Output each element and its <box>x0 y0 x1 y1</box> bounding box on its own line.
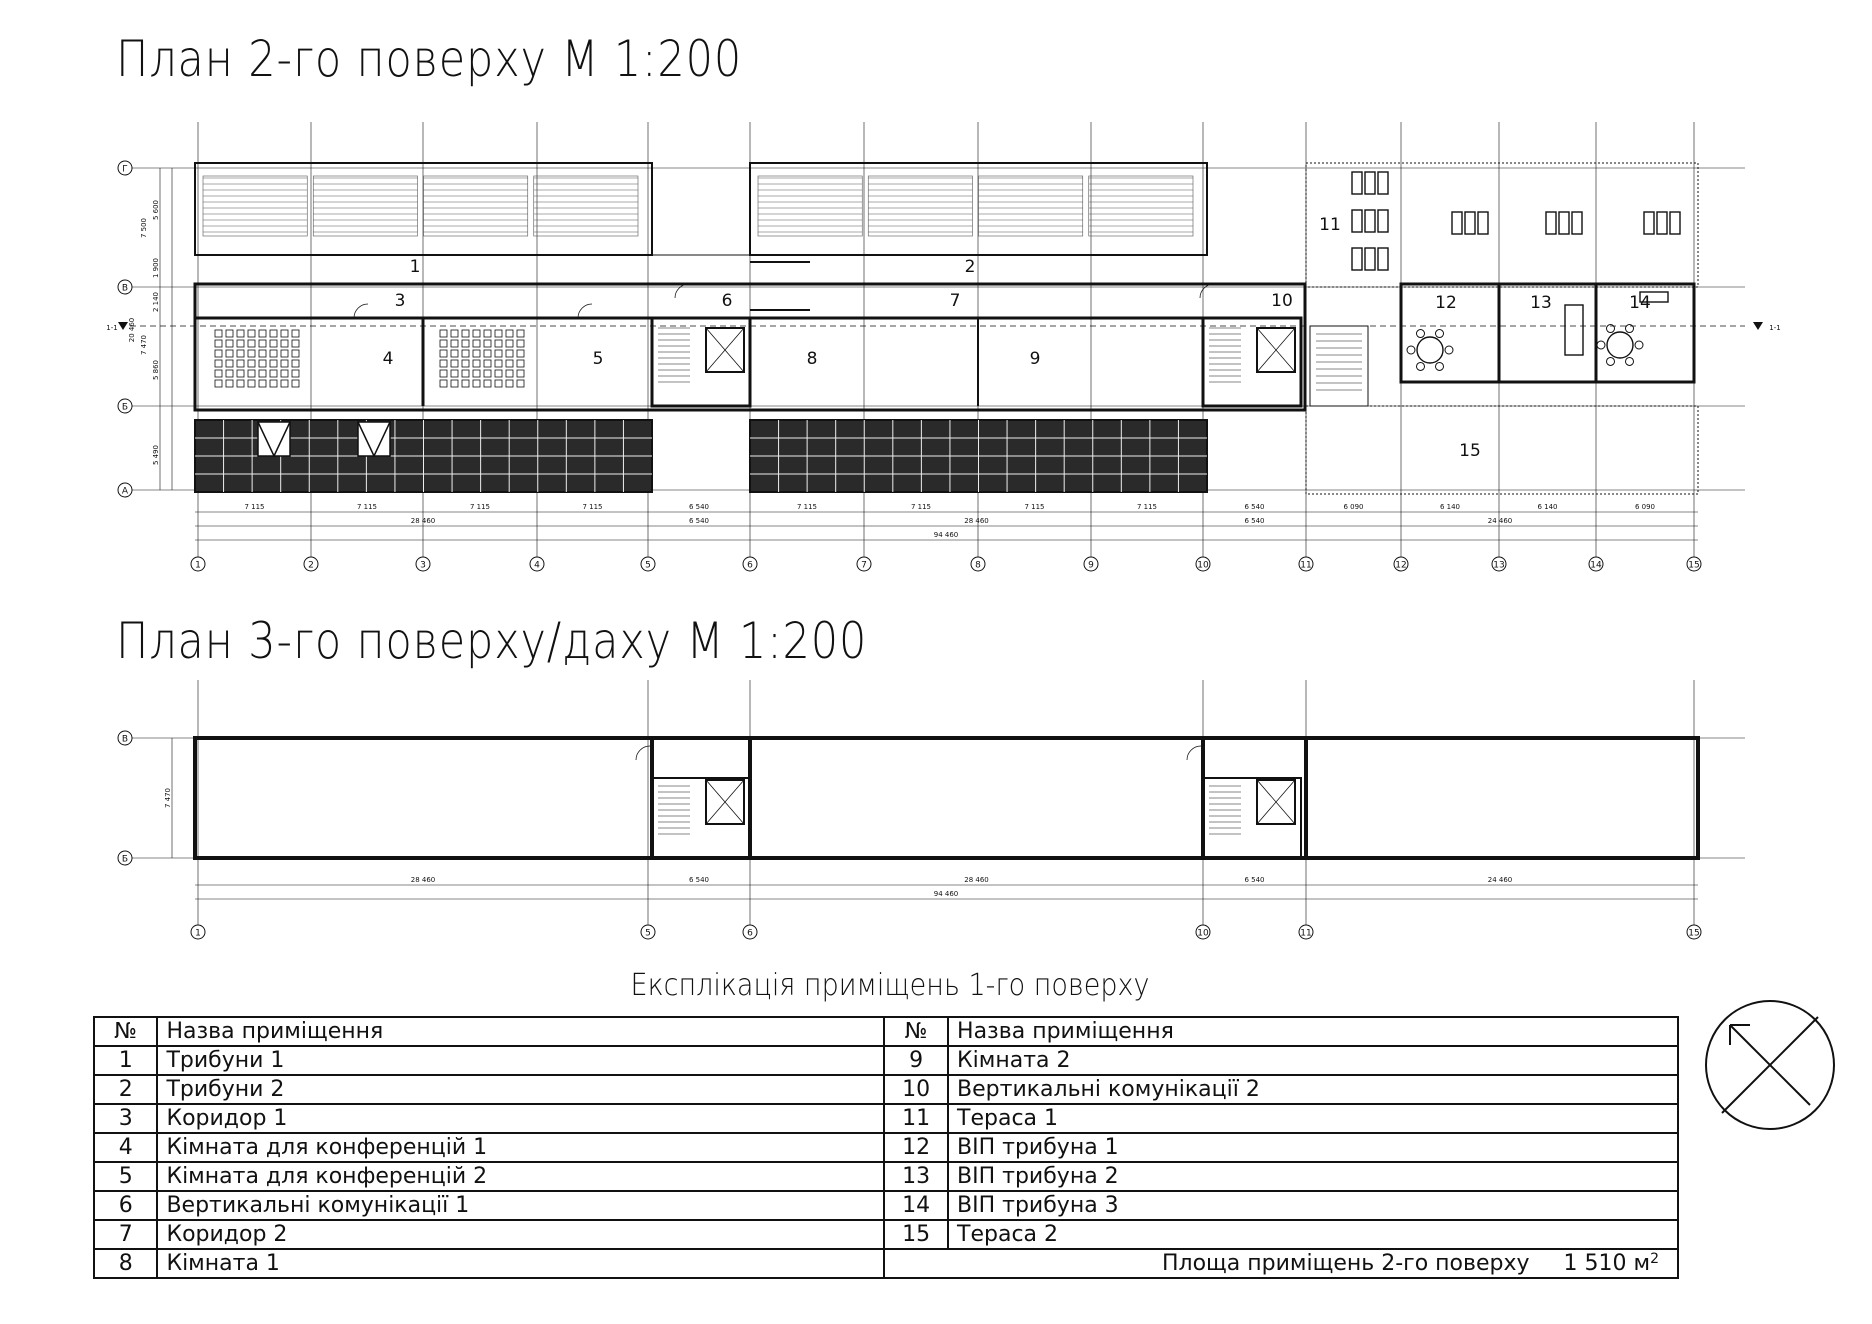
terrace-furniture <box>1352 210 1388 232</box>
terrace-furniture-piece <box>1670 212 1680 234</box>
conference-seating-4-seat <box>215 380 222 387</box>
conference-seating-5-seat <box>473 360 480 367</box>
room-number-12: 12 <box>1435 293 1457 313</box>
area-unit-exponent: 2 <box>1650 1251 1659 1267</box>
conference-seating-4-seat <box>259 370 266 377</box>
terrace-furniture-piece <box>1644 212 1654 234</box>
core-6-stairs <box>658 328 690 382</box>
terrace-furniture <box>1352 172 1388 194</box>
door-arc <box>578 304 592 318</box>
dim-text: 28 460 <box>964 876 989 884</box>
terrace-furniture <box>1644 212 1680 234</box>
dim-text: 24 460 <box>1487 517 1513 525</box>
conference-seating-4-seat <box>215 350 222 357</box>
terrace-furniture <box>1452 212 1488 234</box>
conference-seating-5-seat <box>473 340 480 347</box>
section-arrow-left-icon <box>118 322 128 330</box>
axis-bubble-3-5-label: 5 <box>645 928 651 939</box>
terrace-furniture-piece <box>1365 210 1375 232</box>
room-name: ВІП трибуна 2 <box>948 1162 1678 1191</box>
room-name: Кімната для конференцій 1 <box>157 1133 884 1162</box>
conference-seating-4-seat <box>259 380 266 387</box>
table-row <box>94 1133 1678 1162</box>
dim-text: 6 540 <box>1244 876 1265 884</box>
core-10-stairs <box>1209 328 1241 382</box>
conference-seating-4-seat <box>226 370 233 377</box>
room-number-1: 1 <box>409 257 421 277</box>
conference-seating-5-seat <box>451 350 458 357</box>
conference-seating-5-seat <box>517 380 524 387</box>
conference-seating-5-seat <box>440 340 447 347</box>
dim-text: 7 115 <box>356 503 378 511</box>
table-row <box>94 1075 1678 1104</box>
room-number: 12 <box>884 1133 948 1162</box>
stands-2-block-frame <box>868 176 972 236</box>
conference-seating-4-seat <box>270 340 277 347</box>
stands-1-block-frame <box>313 176 417 236</box>
room-name: Кімната для конференцій 2 <box>157 1162 884 1191</box>
conference-seating-4-seat <box>226 360 233 367</box>
dim-text: 24 460 <box>1487 876 1513 884</box>
vip-table-chair <box>1626 357 1634 365</box>
terrace-furniture <box>1546 212 1582 234</box>
header-no: № <box>94 1017 157 1046</box>
conference-seating-5 <box>440 330 524 387</box>
dim-text: 7 500 <box>140 217 148 239</box>
conference-seating-5-seat <box>517 350 524 357</box>
room-number: 5 <box>94 1162 157 1191</box>
conference-seating-5-seat <box>506 330 513 337</box>
area-summary <box>884 1249 1678 1278</box>
dim-text: 6 140 <box>1537 503 1558 511</box>
dim-text: 5 600 <box>152 199 160 221</box>
axis-bubble-В-label: В <box>121 283 129 294</box>
area-label: Площа приміщень 2-го поверху <box>1161 1251 1530 1276</box>
conference-seating-4-seat <box>226 340 233 347</box>
conference-seating-4-seat <box>292 330 299 337</box>
conference-seating-4-seat <box>237 380 244 387</box>
axis-bubble-3-label: 3 <box>420 560 426 571</box>
terrace-furniture-piece <box>1352 172 1362 194</box>
dim-text: 6 540 <box>688 503 710 511</box>
vip-table <box>1417 337 1443 363</box>
table-row <box>94 1249 1678 1278</box>
room-number-9: 9 <box>1029 349 1041 369</box>
dim-text: 7 115 <box>582 503 603 511</box>
conference-seating-5-seat <box>451 330 458 337</box>
vip-table-chair <box>1445 346 1453 354</box>
axis-bubble-3-В-label: В <box>121 734 129 745</box>
room-number: 2 <box>94 1075 157 1104</box>
room-number: 1 <box>94 1046 157 1075</box>
terrace-furniture-piece <box>1352 248 1362 270</box>
conference-seating-5-seat <box>440 370 447 377</box>
vip-table-chair <box>1436 362 1444 370</box>
dim-text: 5 490 <box>152 444 160 466</box>
section-arrow-right-icon <box>1753 322 1763 330</box>
door-arc <box>1187 746 1201 760</box>
conference-seating-5-seat <box>517 330 524 337</box>
conference-seating-5-seat <box>506 380 513 387</box>
dim-text: 28 460 <box>410 876 436 884</box>
conference-seating-5-seat <box>473 330 480 337</box>
room-number: 6 <box>94 1191 157 1220</box>
table-row <box>94 1046 1678 1075</box>
dim-text: 28 460 <box>410 517 436 525</box>
dim-text: 7 115 <box>1136 503 1158 511</box>
conference-seating-4-seat <box>237 330 244 337</box>
room-number: 4 <box>94 1133 157 1162</box>
axis-bubble-6-label: 6 <box>747 560 753 571</box>
axis-bubble-3-1-label: 1 <box>195 928 201 939</box>
conference-seating-5-seat <box>462 360 469 367</box>
axis-bubble-7-label: 7 <box>861 560 867 571</box>
axis-bubble-3-10-label: 10 <box>1197 928 1209 939</box>
room-number-11: 11 <box>1319 215 1341 235</box>
vip-table <box>1607 332 1633 358</box>
vip-table-chair <box>1417 362 1425 370</box>
axis-bubble-2-label: 2 <box>308 560 314 571</box>
terrace-furniture-piece <box>1378 210 1388 232</box>
stair-block-11 <box>1310 326 1368 406</box>
conference-seating-4-seat <box>281 350 288 357</box>
conference-seating-4-seat <box>270 360 277 367</box>
plan-3-title: План 3-го поверху/даху М 1:200 <box>116 612 868 670</box>
conference-seating-5-seat <box>484 360 491 367</box>
room-number-3: 3 <box>394 291 406 311</box>
header-name: Назва приміщення <box>157 1017 884 1046</box>
plan-2-title: План 2-го поверху М 1:200 <box>116 30 743 88</box>
room-name: Трибуни 1 <box>157 1046 884 1075</box>
axis-bubble-1-label: 1 <box>195 560 201 571</box>
dim-text: 94 460 <box>933 890 959 898</box>
conference-seating-5-seat <box>462 380 469 387</box>
terrace-15 <box>1306 406 1698 494</box>
dim-text: 7 470 <box>140 334 148 356</box>
vomitory-opening <box>358 422 390 456</box>
conference-seating-5-seat <box>462 340 469 347</box>
conference-seating-4-seat <box>226 380 233 387</box>
table-row <box>94 1104 1678 1133</box>
stands-1-block <box>313 176 417 236</box>
room-name: Кімната 2 <box>948 1046 1678 1075</box>
axis-bubble-А-label: А <box>121 486 129 497</box>
conference-seating-4-seat <box>281 370 288 377</box>
dim-text: 6 540 <box>688 876 710 884</box>
stands-2-block-frame <box>758 176 862 236</box>
stands-1-block-frame <box>203 176 307 236</box>
stands-1-block-frame <box>534 176 638 236</box>
stands-2-block <box>979 176 1083 236</box>
terrace-furniture-piece <box>1365 172 1375 194</box>
explication-title: Експлікація приміщень 1-го поверху <box>630 968 1150 1003</box>
conference-seating-5-seat <box>495 350 502 357</box>
conference-seating-5-seat <box>440 330 447 337</box>
conference-seating-4-seat <box>281 330 288 337</box>
room-number-14: 14 <box>1629 293 1651 313</box>
axis-bubble-4-label: 4 <box>534 560 540 571</box>
vip-table-chair <box>1635 341 1643 349</box>
explication-table <box>93 1016 1679 1279</box>
conference-seating-5-seat <box>462 330 469 337</box>
room-number: 9 <box>884 1046 948 1075</box>
conference-seating-5-seat <box>495 340 502 347</box>
door-arc <box>675 284 689 298</box>
conference-seating-5-seat <box>440 380 447 387</box>
conference-seating-4-seat <box>292 380 299 387</box>
north-arrow-icon <box>1700 995 1840 1135</box>
conference-seating-5-seat <box>462 350 469 357</box>
room-number: 8 <box>94 1249 157 1278</box>
terrace-furniture-piece <box>1572 212 1582 234</box>
room-number-8: 8 <box>806 349 818 369</box>
conference-seating-4-seat <box>259 330 266 337</box>
room-number-13: 13 <box>1530 293 1552 313</box>
axis-bubble-11-label: 11 <box>1300 560 1312 571</box>
dim-text: 20 460 <box>128 317 136 343</box>
axis-bubble-9-label: 9 <box>1088 560 1094 571</box>
room-number-4: 4 <box>382 349 394 369</box>
room-number: 13 <box>884 1162 948 1191</box>
stands-1-block <box>203 176 307 236</box>
dim-text: 7 115 <box>244 503 265 511</box>
conference-seating-4-seat <box>270 350 277 357</box>
dim-text: 6 540 <box>688 517 710 525</box>
door-arc <box>354 304 368 318</box>
room-number-7: 7 <box>949 291 961 311</box>
conference-seating-4-seat <box>292 370 299 377</box>
terrace-furniture-piece <box>1365 248 1375 270</box>
conference-seating-5-seat <box>495 330 502 337</box>
axis-bubble-5-label: 5 <box>645 560 651 571</box>
conference-seating-5-seat <box>517 360 524 367</box>
conference-seating-5-seat <box>484 350 491 357</box>
section-mark-right: 1-1 <box>1769 324 1781 332</box>
roof-outline <box>195 738 1698 858</box>
conference-seating-5-seat <box>473 370 480 377</box>
room-number-5: 5 <box>592 349 604 369</box>
terrace-furniture-piece <box>1546 212 1556 234</box>
axis-bubble-3-15-label: 15 <box>1688 928 1700 939</box>
header-no: № <box>884 1017 948 1046</box>
stands-2-block-frame <box>979 176 1083 236</box>
terrace-furniture-piece <box>1657 212 1667 234</box>
stands-2-block <box>1089 176 1193 236</box>
conference-seating-5-seat <box>517 340 524 347</box>
vip-table-chair <box>1597 341 1605 349</box>
room-name: Вертикальні комунікації 2 <box>948 1075 1678 1104</box>
vip-table-chair <box>1626 325 1634 333</box>
conference-seating-5-seat <box>473 350 480 357</box>
conference-seating-4-seat <box>237 370 244 377</box>
stands-2-block <box>758 176 862 236</box>
terrace-furniture-piece <box>1452 212 1462 234</box>
conference-seating-4-seat <box>215 340 222 347</box>
room-name: ВІП трибуна 1 <box>948 1133 1678 1162</box>
conference-seating-5-seat <box>484 370 491 377</box>
axis-bubble-3-Б-label: Б <box>121 854 129 865</box>
conference-seating-4-seat <box>281 380 288 387</box>
conference-seating-5-seat <box>517 370 524 377</box>
conference-seating-5-seat <box>484 340 491 347</box>
axis-bubble-10-label: 10 <box>1197 560 1209 571</box>
conference-seating-5-seat <box>484 380 491 387</box>
conference-seating-4-seat <box>215 330 222 337</box>
axis-bubble-3-11-label: 11 <box>1300 928 1312 939</box>
conference-seating-5-seat <box>495 370 502 377</box>
room-number: 3 <box>94 1104 157 1133</box>
conference-seating-4-seat <box>226 350 233 357</box>
terrace-furniture-piece <box>1478 212 1488 234</box>
axis-bubble-14-label: 14 <box>1590 560 1602 571</box>
axis-bubble-15-label: 15 <box>1688 560 1700 571</box>
axis-bubble-8-label: 8 <box>975 560 981 571</box>
conference-seating-4-seat <box>215 360 222 367</box>
terrace-furniture <box>1352 248 1388 270</box>
room-name: Трибуни 2 <box>157 1075 884 1104</box>
room-name: Коридор 1 <box>157 1104 884 1133</box>
room-number: 7 <box>94 1220 157 1249</box>
stands-1-block <box>534 176 638 236</box>
conference-seating-5-seat <box>451 360 458 367</box>
room-number: 14 <box>884 1191 948 1220</box>
stands-2-block-frame <box>1089 176 1193 236</box>
conference-seating-4-seat <box>237 360 244 367</box>
table-row <box>94 1220 1678 1249</box>
dim-text: 7 115 <box>796 503 818 511</box>
dim-text: 6 540 <box>1244 503 1265 511</box>
dim-text: 2 140 <box>152 291 160 313</box>
vip-long-table <box>1565 305 1583 355</box>
terrace-furniture-piece <box>1559 212 1569 234</box>
conference-seating-4-seat <box>248 380 255 387</box>
terrace-furniture-piece <box>1352 210 1362 232</box>
room-name: ВІП трибуна 3 <box>948 1191 1678 1220</box>
terrace-furniture-piece <box>1378 248 1388 270</box>
room-name: Вертикальні комунікації 1 <box>157 1191 884 1220</box>
axis-bubble-3-6-label: 6 <box>747 928 753 939</box>
terrace-furniture-piece <box>1378 172 1388 194</box>
conference-seating-4-seat <box>270 380 277 387</box>
conference-seating-5-seat <box>506 350 513 357</box>
conference-seating-4-seat <box>237 350 244 357</box>
axis-bubble-12-label: 12 <box>1395 560 1407 571</box>
conference-seating-5-seat <box>495 360 502 367</box>
dim-text: 94 460 <box>933 531 959 539</box>
room-number-15: 15 <box>1459 441 1481 461</box>
conference-seating-4-seat <box>259 340 266 347</box>
conference-seating-4-seat <box>215 370 222 377</box>
conference-seating-4-seat <box>281 340 288 347</box>
dim-text: 6 540 <box>1244 517 1265 525</box>
vip-table-chair <box>1607 357 1615 365</box>
dim-text: 7 470 <box>164 787 172 809</box>
conference-seating-5-seat <box>484 330 491 337</box>
conference-seating-4-seat <box>248 370 255 377</box>
conference-seating-4-seat <box>270 330 277 337</box>
dim-text: 7 115 <box>1024 503 1045 511</box>
room-name: Тераса 1 <box>948 1104 1678 1133</box>
conference-seating-5-seat <box>451 380 458 387</box>
conference-seating-5-seat <box>462 370 469 377</box>
stands-2-block <box>868 176 972 236</box>
room-name: Тераса 2 <box>948 1220 1678 1249</box>
conference-seating-5-seat <box>506 360 513 367</box>
dim-text: 6 090 <box>1634 503 1656 511</box>
conference-seating-5-seat <box>495 380 502 387</box>
vomitory-opening <box>258 422 290 456</box>
dim-text: 1 900 <box>152 257 160 279</box>
conference-seating-5-seat <box>451 370 458 377</box>
conference-seating-4-seat <box>292 350 299 357</box>
conference-seating-4-seat <box>281 360 288 367</box>
conference-seating-4-seat <box>292 360 299 367</box>
axis-bubble-13-label: 13 <box>1493 560 1505 571</box>
room-number-6: 6 <box>721 291 733 311</box>
conference-seating-4-seat <box>259 350 266 357</box>
dim-text: 6 090 <box>1343 503 1364 511</box>
table-header-row <box>94 1017 1678 1046</box>
axis-bubble-Г-label: Г <box>122 164 128 175</box>
conference-seating-4 <box>215 330 299 387</box>
conference-seating-4-seat <box>248 350 255 357</box>
conference-seating-5-seat <box>440 360 447 367</box>
conference-seating-5-seat <box>473 380 480 387</box>
room-number-10: 10 <box>1271 291 1293 311</box>
conference-seating-4-seat <box>259 360 266 367</box>
vip-table-chair <box>1436 330 1444 338</box>
table-row <box>94 1162 1678 1191</box>
conference-seating-5-seat <box>506 370 513 377</box>
conference-seating-4-seat <box>248 360 255 367</box>
dim-text: 7 115 <box>469 503 491 511</box>
stands-1-block-frame <box>424 176 528 236</box>
door-arc <box>1200 284 1214 298</box>
stands-1-block <box>424 176 528 236</box>
dim-text: 7 115 <box>910 503 932 511</box>
conference-seating-5-seat <box>440 350 447 357</box>
conference-seating-4-seat <box>237 340 244 347</box>
conference-seating-5-seat <box>451 340 458 347</box>
dim-text: 6 140 <box>1439 503 1461 511</box>
conference-seating-4-seat <box>270 370 277 377</box>
axis-bubble-Б-label: Б <box>121 402 129 413</box>
room-number: 10 <box>884 1075 948 1104</box>
dim-text: 5 860 <box>152 359 160 381</box>
room-name: Кімната 1 <box>157 1249 884 1278</box>
terrace-furniture-piece <box>1465 212 1475 234</box>
table-row <box>94 1191 1678 1220</box>
conference-seating-5-seat <box>506 340 513 347</box>
vip-table-chair <box>1407 346 1415 354</box>
room-number-2: 2 <box>964 257 976 277</box>
vip-table-chair <box>1417 330 1425 338</box>
area-value: 1 510 м <box>1563 1251 1651 1276</box>
conference-seating-4-seat <box>226 330 233 337</box>
conference-seating-4-seat <box>248 340 255 347</box>
room-name: Коридор 2 <box>157 1220 884 1249</box>
dim-text: 28 460 <box>964 517 989 525</box>
section-mark-left: 1-1 <box>106 324 118 332</box>
conference-seating-4-seat <box>292 340 299 347</box>
room-number: 11 <box>884 1104 948 1133</box>
header-name: Назва приміщення <box>948 1017 1678 1046</box>
room-number: 15 <box>884 1220 948 1249</box>
conference-seating-4-seat <box>248 330 255 337</box>
